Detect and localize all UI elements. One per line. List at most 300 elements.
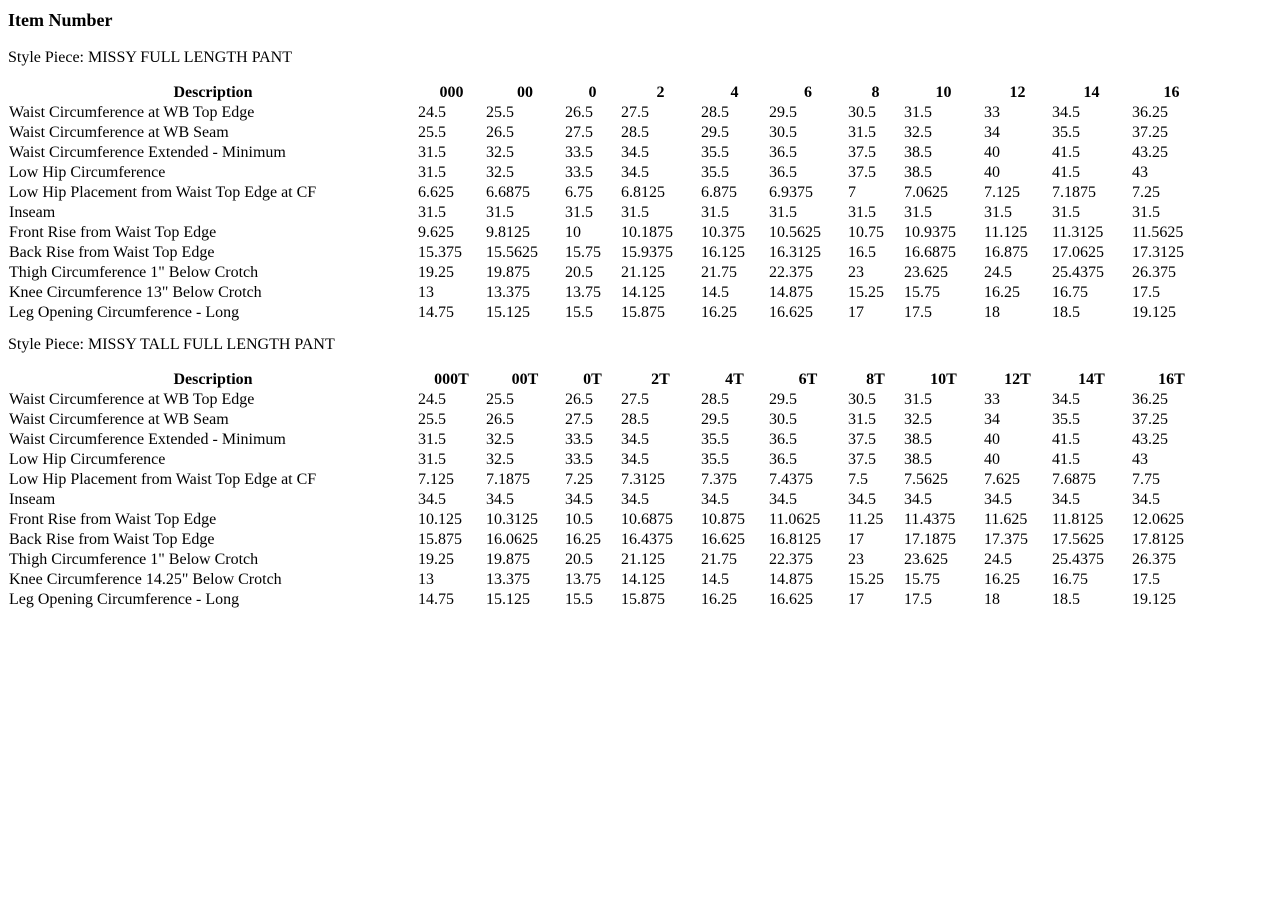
- measurement-value: 10.125: [418, 511, 462, 528]
- measurement-value: 35.5: [701, 431, 729, 448]
- measurement-value: 13.375: [486, 571, 530, 588]
- table-row: [8, 510, 1211, 530]
- measurement-value: 32.5: [904, 124, 932, 141]
- measurement-value: 17.1875: [904, 531, 956, 548]
- measurement-value: 16.625: [769, 591, 813, 608]
- measurement-description: Low Hip Placement from Waist Top Edge at CF: [9, 184, 317, 201]
- measurement-value: 16.25: [984, 571, 1020, 588]
- measurement-value: 17.5: [1132, 571, 1160, 588]
- measurement-value: 10.875: [701, 511, 745, 528]
- measurement-value: 26.5: [486, 411, 514, 428]
- column-header-size: 000T: [434, 371, 469, 388]
- measurement-value: 16.0625: [486, 531, 538, 548]
- measurement-value: 23: [848, 551, 864, 568]
- measurement-description: Low Hip Placement from Waist Top Edge at CF: [9, 471, 317, 488]
- measurement-value: 11.625: [984, 511, 1028, 528]
- measurement-value: 21.125: [621, 264, 665, 281]
- measurement-value: 34.5: [984, 491, 1012, 508]
- table-row: [8, 303, 1211, 323]
- measurement-value: 10.3125: [486, 511, 538, 528]
- measurement-value: 6.875: [701, 184, 737, 201]
- column-header-size: 0: [588, 84, 597, 101]
- measurement-value: 10.5: [565, 511, 593, 528]
- measurement-value: 38.5: [904, 144, 932, 161]
- measurement-value: 15.875: [621, 591, 665, 608]
- header-row: [8, 83, 1211, 103]
- table-row: [8, 123, 1211, 143]
- measurement-value: 40: [984, 451, 1000, 468]
- measurement-value: 36.25: [1132, 391, 1168, 408]
- measurement-description: Waist Circumference at WB Seam: [9, 124, 229, 141]
- measurement-value: 15.5: [565, 591, 593, 608]
- measurement-value: 31.5: [701, 204, 729, 221]
- measurement-value: 16.4375: [621, 531, 673, 548]
- measurement-value: 26.5: [486, 124, 514, 141]
- measurement-description: Waist Circumference Extended - Minimum: [9, 144, 286, 161]
- table-row: [8, 430, 1211, 450]
- measurement-value: 43: [1132, 164, 1148, 181]
- measurement-value: 36.25: [1132, 104, 1168, 121]
- measurement-value: 32.5: [486, 431, 514, 448]
- measurement-value: 18: [984, 591, 1000, 608]
- measurement-value: 13.75: [565, 571, 601, 588]
- measurement-value: 17.5: [904, 591, 932, 608]
- measurement-value: 31.5: [418, 204, 446, 221]
- measurement-value: 7.125: [418, 471, 454, 488]
- column-header-size: 8T: [866, 371, 885, 388]
- measurement-value: 23.625: [904, 551, 948, 568]
- measurement-value: 29.5: [701, 124, 729, 141]
- measurement-value: 17.375: [984, 531, 1028, 548]
- column-header-size: 0T: [583, 371, 602, 388]
- measurement-description: Leg Opening Circumference - Long: [9, 304, 240, 321]
- measurement-value: 16.125: [701, 244, 745, 261]
- measurement-value: 34.5: [848, 491, 876, 508]
- measurement-value: 28.5: [621, 124, 649, 141]
- measurement-value: 7.1875: [1052, 184, 1096, 201]
- measurement-value: 14.5: [701, 284, 729, 301]
- measurement-value: 16.25: [984, 284, 1020, 301]
- column-header-size: 000: [439, 84, 464, 101]
- measurement-value: 23: [848, 264, 864, 281]
- measurement-value: 34.5: [701, 491, 729, 508]
- measurement-value: 6.6875: [486, 184, 530, 201]
- document-page: [8, 10, 1272, 610]
- measurement-value: 28.5: [621, 411, 649, 428]
- measurement-value: 43.25: [1132, 431, 1168, 448]
- measurement-value: 30.5: [848, 391, 876, 408]
- measurement-value: 19.875: [486, 264, 530, 281]
- measurement-value: 22.375: [769, 264, 813, 281]
- measurement-value: 34.5: [1052, 391, 1080, 408]
- measurement-description: Waist Circumference at WB Top Edge: [9, 104, 255, 121]
- measurement-value: 11.25: [848, 511, 884, 528]
- measurement-value: 34.5: [621, 451, 649, 468]
- measurement-value: 16.75: [1052, 571, 1088, 588]
- measurement-value: 17.5: [1132, 284, 1160, 301]
- measurement-value: 32.5: [904, 411, 932, 428]
- table-row: [8, 410, 1211, 430]
- measurement-value: 31.5: [418, 431, 446, 448]
- measurement-value: 38.5: [904, 451, 932, 468]
- measurement-value: 34.5: [1132, 491, 1160, 508]
- table-body: [8, 103, 1211, 323]
- measurement-value: 31.5: [848, 124, 876, 141]
- measurement-value: 7.5625: [904, 471, 948, 488]
- measurement-value: 32.5: [486, 144, 514, 161]
- measurement-value: 31.5: [621, 204, 649, 221]
- measurement-value: 31.5: [418, 144, 446, 161]
- measurement-value: 32.5: [486, 164, 514, 181]
- measurement-value: 27.5: [621, 104, 649, 121]
- measurement-description: Front Rise from Waist Top Edge: [9, 511, 217, 528]
- measurement-value: 31.5: [1132, 204, 1160, 221]
- measurement-value: 33.5: [565, 164, 593, 181]
- measurement-description: Thigh Circumference 1" Below Crotch: [9, 264, 259, 281]
- measurement-value: 19.875: [486, 551, 530, 568]
- measurement-value: 29.5: [701, 411, 729, 428]
- measurement-value: 27.5: [565, 124, 593, 141]
- measurement-value: 37.5: [848, 164, 876, 181]
- measurement-value: 15.375: [418, 244, 462, 261]
- measurement-value: 31.5: [1052, 204, 1080, 221]
- measurement-value: 18: [984, 304, 1000, 321]
- measurement-value: 36.5: [769, 144, 797, 161]
- measurement-value: 37.5: [848, 451, 876, 468]
- measurement-value: 40: [984, 431, 1000, 448]
- measurement-value: 16.8125: [769, 531, 821, 548]
- measurement-value: 28.5: [701, 391, 729, 408]
- measurement-value: 40: [984, 164, 1000, 181]
- measurement-value: 41.5: [1052, 451, 1080, 468]
- measurement-value: 24.5: [984, 264, 1012, 281]
- measurement-value: 11.5625: [1132, 224, 1184, 241]
- style-piece-label: Style Piece: MISSY FULL LENGTH PANT: [8, 49, 292, 66]
- measurement-value: 34.5: [1052, 104, 1080, 121]
- measurement-description: Back Rise from Waist Top Edge: [9, 531, 215, 548]
- measurement-value: 10.6875: [621, 511, 673, 528]
- measurement-value: 24.5: [418, 104, 446, 121]
- column-header-description: Description: [173, 84, 253, 101]
- measurement-value: 31.5: [769, 204, 797, 221]
- measurement-value: 33: [984, 391, 1000, 408]
- table-row: [8, 283, 1211, 303]
- measurement-value: 19.125: [1132, 304, 1176, 321]
- measurement-value: 7.75: [1132, 471, 1160, 488]
- measurement-value: 15.25: [848, 571, 884, 588]
- page-title: Item Number: [8, 10, 113, 30]
- measurement-value: 31.5: [904, 391, 932, 408]
- column-header-size: 4T: [725, 371, 744, 388]
- measurement-value: 7: [848, 184, 856, 201]
- measurement-value: 19.25: [418, 264, 454, 281]
- column-header-size: 16: [1163, 84, 1180, 101]
- measurement-value: 25.5: [418, 124, 446, 141]
- measurement-value: 24.5: [418, 391, 446, 408]
- measurement-value: 28.5: [701, 104, 729, 121]
- column-header-size: 14T: [1078, 371, 1105, 388]
- column-header-size: 6T: [798, 371, 818, 388]
- measurement-value: 19.125: [1132, 591, 1176, 608]
- measurement-value: 26.375: [1132, 551, 1176, 568]
- column-header-size: 2T: [651, 371, 670, 388]
- measurement-value: 11.4375: [904, 511, 956, 528]
- measurement-value: 36.5: [769, 431, 797, 448]
- measurement-value: 7.125: [984, 184, 1020, 201]
- table-row: [8, 263, 1211, 283]
- measurement-value: 14.75: [418, 591, 454, 608]
- measurement-value: 30.5: [769, 124, 797, 141]
- measurement-value: 7.3125: [621, 471, 665, 488]
- measurement-value: 34.5: [769, 491, 797, 508]
- measurement-value: 11.8125: [1052, 511, 1104, 528]
- measurement-value: 31.5: [984, 204, 1012, 221]
- measurement-value: 15.75: [904, 284, 940, 301]
- measurement-value: 24.5: [984, 551, 1012, 568]
- table-row: [8, 203, 1211, 223]
- measurement-value: 31.5: [565, 204, 593, 221]
- measurement-value: 32.5: [486, 451, 514, 468]
- measurement-value: 31.5: [418, 451, 446, 468]
- measurement-value: 11.3125: [1052, 224, 1104, 241]
- measurement-value: 15.25: [848, 284, 884, 301]
- measurement-value: 34.5: [1052, 491, 1080, 508]
- measurement-value: 15.875: [621, 304, 665, 321]
- size-spec-table: [8, 370, 1211, 610]
- measurement-value: 10.5625: [769, 224, 821, 241]
- column-header-size: 10: [935, 84, 952, 101]
- measurement-description: Back Rise from Waist Top Edge: [9, 244, 215, 261]
- measurement-value: 31.5: [848, 411, 876, 428]
- measurement-description: Inseam: [9, 204, 56, 221]
- measurement-value: 38.5: [904, 164, 932, 181]
- table-row: [8, 243, 1211, 263]
- measurement-value: 17.0625: [1052, 244, 1104, 261]
- measurement-value: 27.5: [621, 391, 649, 408]
- measurement-value: 33: [984, 104, 1000, 121]
- measurement-value: 16.6875: [904, 244, 956, 261]
- measurement-value: 16.3125: [769, 244, 821, 261]
- measurement-value: 7.25: [1132, 184, 1160, 201]
- table-row: [8, 530, 1211, 550]
- table-row: [8, 163, 1211, 183]
- measurement-value: 6.9375: [769, 184, 813, 201]
- measurement-description: Waist Circumference at WB Seam: [9, 411, 229, 428]
- measurement-value: 21.75: [701, 551, 737, 568]
- measurement-value: 31.5: [904, 104, 932, 121]
- column-header-description: Description: [173, 371, 253, 388]
- measurement-value: 16.625: [769, 304, 813, 321]
- table-row: [8, 590, 1211, 610]
- measurement-value: 17.8125: [1132, 531, 1184, 548]
- measurement-value: 26.5: [565, 391, 593, 408]
- measurement-value: 14.75: [418, 304, 454, 321]
- table-row: [8, 103, 1211, 123]
- column-header-size: 12: [1009, 84, 1026, 101]
- measurement-value: 34.5: [486, 491, 514, 508]
- measurement-value: 6.625: [418, 184, 454, 201]
- measurement-value: 35.5: [1052, 411, 1080, 428]
- measurement-value: 20.5: [565, 264, 593, 281]
- measurement-value: 37.5: [848, 144, 876, 161]
- measurement-value: 6.8125: [621, 184, 665, 201]
- measurement-value: 15.75: [565, 244, 601, 261]
- measurement-value: 16.25: [565, 531, 601, 548]
- column-header-size: 16T: [1158, 371, 1185, 388]
- measurement-value: 15.5: [565, 304, 593, 321]
- measurement-value: 7.6875: [1052, 471, 1096, 488]
- measurement-value: 34.5: [621, 431, 649, 448]
- measurement-description: Waist Circumference at WB Top Edge: [9, 391, 255, 408]
- measurement-value: 21.75: [701, 264, 737, 281]
- table-row: [8, 490, 1211, 510]
- measurement-value: 7.0625: [904, 184, 948, 201]
- measurement-value: 29.5: [769, 391, 797, 408]
- measurement-value: 10.1875: [621, 224, 673, 241]
- measurement-description: Leg Opening Circumference - Long: [9, 591, 240, 608]
- measurement-value: 7.4375: [769, 471, 813, 488]
- measurement-description: Thigh Circumference 1" Below Crotch: [9, 551, 259, 568]
- measurement-value: 6.75: [565, 184, 593, 201]
- measurement-value: 18.5: [1052, 591, 1080, 608]
- measurement-value: 20.5: [565, 551, 593, 568]
- table-row: [8, 450, 1211, 470]
- measurement-value: 23.625: [904, 264, 948, 281]
- measurement-value: 7.25: [565, 471, 593, 488]
- measurement-value: 37.5: [848, 431, 876, 448]
- measurement-value: 16.625: [701, 531, 745, 548]
- measurement-value: 34.5: [621, 144, 649, 161]
- measurement-value: 43.25: [1132, 144, 1168, 161]
- header-row: [8, 370, 1211, 390]
- measurement-value: 18.5: [1052, 304, 1080, 321]
- measurement-value: 13: [418, 571, 434, 588]
- measurement-value: 33.5: [565, 431, 593, 448]
- measurement-value: 25.5: [418, 411, 446, 428]
- measurement-value: 7.5: [848, 471, 868, 488]
- measurement-value: 33.5: [565, 144, 593, 161]
- measurement-value: 15.9375: [621, 244, 673, 261]
- measurement-value: 36.5: [769, 164, 797, 181]
- table-row: [8, 570, 1211, 590]
- table-row: [8, 223, 1211, 243]
- measurement-value: 13.75: [565, 284, 601, 301]
- table-row: [8, 550, 1211, 570]
- column-header-size: 8: [871, 84, 880, 101]
- measurement-value: 34: [984, 411, 1000, 428]
- measurement-value: 25.5: [486, 391, 514, 408]
- size-section-missy-tall: [8, 335, 1272, 610]
- measurement-value: 13: [418, 284, 434, 301]
- table-row: [8, 143, 1211, 163]
- measurement-value: 40: [984, 144, 1000, 161]
- measurement-description: Low Hip Circumference: [9, 164, 166, 181]
- measurement-value: 15.875: [418, 531, 462, 548]
- measurement-value: 34.5: [418, 491, 446, 508]
- measurement-value: 17.5: [904, 304, 932, 321]
- measurement-value: 38.5: [904, 431, 932, 448]
- measurement-value: 17: [848, 591, 864, 608]
- measurement-value: 25.5: [486, 104, 514, 121]
- column-header-size: 12T: [1004, 371, 1031, 388]
- measurement-value: 10.75: [848, 224, 884, 241]
- measurement-value: 14.125: [621, 284, 665, 301]
- measurement-value: 33.5: [565, 451, 593, 468]
- measurement-value: 7.1875: [486, 471, 530, 488]
- measurement-value: 10.375: [701, 224, 745, 241]
- measurement-value: 15.75: [904, 571, 940, 588]
- size-section-missy: [8, 48, 1272, 323]
- measurement-value: 17.3125: [1132, 244, 1184, 261]
- measurement-value: 34.5: [904, 491, 932, 508]
- measurement-description: Waist Circumference Extended - Minimum: [9, 431, 286, 448]
- measurement-value: 21.125: [621, 551, 665, 568]
- table-row: [8, 470, 1211, 490]
- measurement-value: 29.5: [769, 104, 797, 121]
- style-piece-label: Style Piece: MISSY TALL FULL LENGTH PANT: [8, 336, 335, 353]
- measurement-value: 17: [848, 531, 864, 548]
- measurement-value: 14.5: [701, 571, 729, 588]
- measurement-value: 15.5625: [486, 244, 538, 261]
- measurement-value: 35.5: [701, 451, 729, 468]
- measurement-value: 16.25: [701, 304, 737, 321]
- measurement-value: 22.375: [769, 551, 813, 568]
- table-header: [8, 370, 1211, 390]
- column-header-size: 10T: [930, 371, 957, 388]
- measurement-value: 16.75: [1052, 284, 1088, 301]
- measurement-value: 11.0625: [769, 511, 821, 528]
- measurement-value: 14.875: [769, 284, 813, 301]
- measurement-value: 17: [848, 304, 864, 321]
- measurement-value: 35.5: [701, 164, 729, 181]
- measurement-value: 15.125: [486, 304, 530, 321]
- column-header-size: 2: [656, 84, 665, 101]
- measurement-value: 19.25: [418, 551, 454, 568]
- measurement-value: 34.5: [621, 491, 649, 508]
- measurement-value: 30.5: [769, 411, 797, 428]
- table-row: [8, 183, 1211, 203]
- measurement-value: 41.5: [1052, 431, 1080, 448]
- measurement-description: Inseam: [9, 491, 56, 508]
- measurement-value: 26.5: [565, 104, 593, 121]
- measurement-value: 41.5: [1052, 164, 1080, 181]
- measurement-value: 14.125: [621, 571, 665, 588]
- measurement-value: 16.25: [701, 591, 737, 608]
- measurement-value: 25.4375: [1052, 551, 1104, 568]
- measurement-value: 43: [1132, 451, 1148, 468]
- measurement-value: 30.5: [848, 104, 876, 121]
- measurement-value: 14.875: [769, 571, 813, 588]
- table-header: [8, 83, 1211, 103]
- measurement-value: 34.5: [565, 491, 593, 508]
- measurement-value: 31.5: [486, 204, 514, 221]
- measurement-value: 35.5: [1052, 124, 1080, 141]
- measurement-value: 34: [984, 124, 1000, 141]
- measurement-value: 26.375: [1132, 264, 1176, 281]
- measurement-value: 16.875: [984, 244, 1028, 261]
- table-row: [8, 390, 1211, 410]
- measurement-value: 13.375: [486, 284, 530, 301]
- measurement-description: Front Rise from Waist Top Edge: [9, 224, 217, 241]
- measurement-value: 31.5: [848, 204, 876, 221]
- size-spec-table: [8, 83, 1211, 323]
- measurement-value: 9.8125: [486, 224, 530, 241]
- measurement-value: 17.5625: [1052, 531, 1104, 548]
- table-body: [8, 390, 1211, 610]
- measurement-value: 31.5: [904, 204, 932, 221]
- column-header-size: 00: [517, 84, 533, 101]
- column-header-size: 6: [804, 84, 812, 101]
